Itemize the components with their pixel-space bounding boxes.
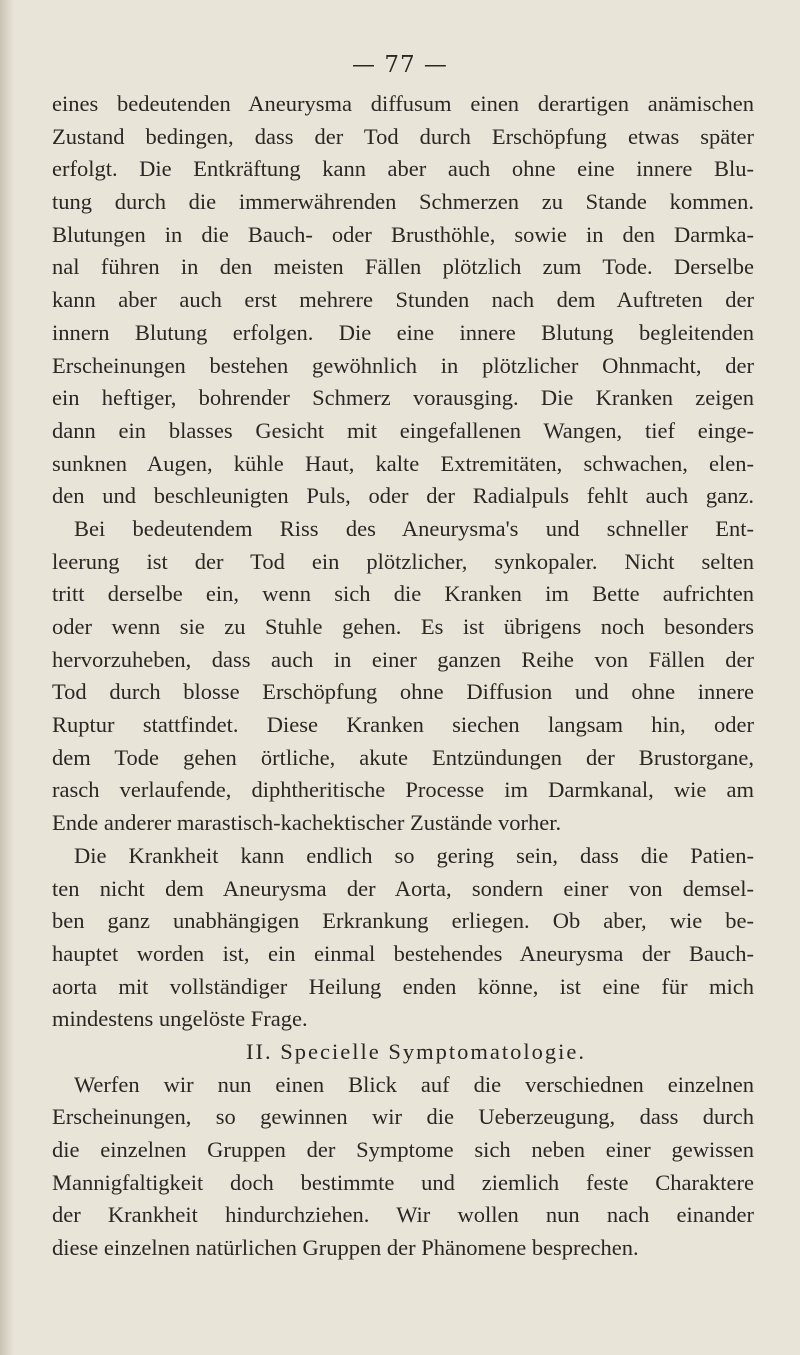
text-line: den und beschleunigten Puls, oder der Radialpuls fehlt auch ganz.: [52, 483, 754, 509]
text-line: Werfen wir nun einen Blick auf die verschiednen einzelnen: [74, 1071, 754, 1097]
text-line: Erscheinungen, so gewinnen wir die Ueberzeugung, dass durch: [52, 1104, 754, 1130]
text-line: mindestens ungelöste Frage.: [52, 1006, 308, 1032]
text-line: rasch verlaufende, diphtheritische Processe im Darmkanal, wie am: [52, 777, 754, 803]
text-line: hauptet worden ist, ein einmal bestehendes Aneurysma der Bauch-: [52, 940, 754, 966]
text-line: dem Tode gehen örtliche, akute Entzündungen der Brustorgane,: [52, 744, 754, 770]
text-line: tung durch die immerwährenden Schmerzen zu Stande kommen.: [52, 189, 754, 215]
text-line: dann ein blasses Gesicht mit eingefallenen Wangen, tief einge-: [52, 417, 754, 443]
text-line: Mannigfaltigkeit doch bestimmte und ziemlich feste Charaktere: [52, 1169, 754, 1195]
text-line: leerung ist der Tod ein plötzlicher, synkopaler. Nicht selten: [52, 548, 754, 574]
text-line: erfolgt. Die Entkräftung kann aber auch ohne eine innere Blu-: [52, 156, 754, 182]
text-line: diese einzelnen natürlichen Gruppen der Phänomene besprechen.: [52, 1235, 639, 1261]
text-line: Ruptur stattfindet. Diese Kranken siechen langsam hin, oder: [52, 712, 754, 738]
text-line: Erscheinungen bestehen gewöhnlich in plötzlicher Ohnmacht, der: [52, 352, 754, 378]
text-line: sunknen Augen, kühle Haut, kalte Extremitäten, schwachen, elen-: [52, 450, 754, 476]
text-line: ben ganz unabhängigen Erkrankung erliegen. Ob aber, wie be-: [52, 908, 754, 934]
text-line: ein heftiger, bohrender Schmerz vorausging. Die Kranken zeigen: [52, 385, 754, 411]
text-line: Tod durch blosse Erschöpfung ohne Diffusion und ohne innere: [52, 679, 754, 705]
text-line: kann aber auch erst mehrere Stunden nach dem Auftreten der: [52, 287, 754, 313]
text-line: Ende anderer marastisch-kachektischer Zustände vorher.: [52, 810, 562, 836]
text-line: eines bedeutenden Aneurysma diffusum einen derartigen anämischen: [52, 91, 754, 116]
text-line: Zustand bedingen, dass der Tod durch Erschöpfung etwas später: [52, 123, 754, 149]
text-line: tritt derselbe ein, wenn sich die Kranken im Bette aufrichten: [52, 581, 754, 607]
text-line: Blutungen in die Bauch- oder Brusthöhle, sowie in den Darmka-: [52, 221, 754, 247]
text-line: Bei bedeutendem Riss des Aneurysma's und schneller Ent-: [74, 515, 754, 541]
section-heading: II. Specielle Symptomatologie.: [246, 1038, 586, 1064]
text-line: oder wenn sie zu Stuhle gehen. Es ist übrigens noch besonders: [52, 614, 754, 639]
text-line: der Krankheit hindurchziehen. Wir wollen nun nach einander: [52, 1202, 754, 1228]
page-edge-shadow: [0, 0, 14, 1355]
text-line: Die Krankheit kann endlich so gering sein, dass die Patien-: [74, 842, 754, 868]
text-line: ten nicht dem Aneurysma der Aorta, sondern einer von demsel-: [52, 875, 754, 901]
text-line: hervorzuheben, dass auch in einer ganzen Reihe von Fällen der: [52, 646, 754, 672]
text-line: die einzelnen Gruppen der Symptome sich neben einer gewissen: [52, 1137, 754, 1162]
body-text: [52, 88, 754, 1265]
text-line: nal führen in den meisten Fällen plötzlich zum Tode. Derselbe: [52, 254, 754, 280]
text-line: innern Blutung erfolgen. Die eine innere Blutung begleitenden: [52, 319, 754, 345]
text-line: aorta mit vollständiger Heilung enden könne, ist eine für mich: [52, 973, 754, 999]
page-number: — 77 —: [352, 52, 448, 78]
